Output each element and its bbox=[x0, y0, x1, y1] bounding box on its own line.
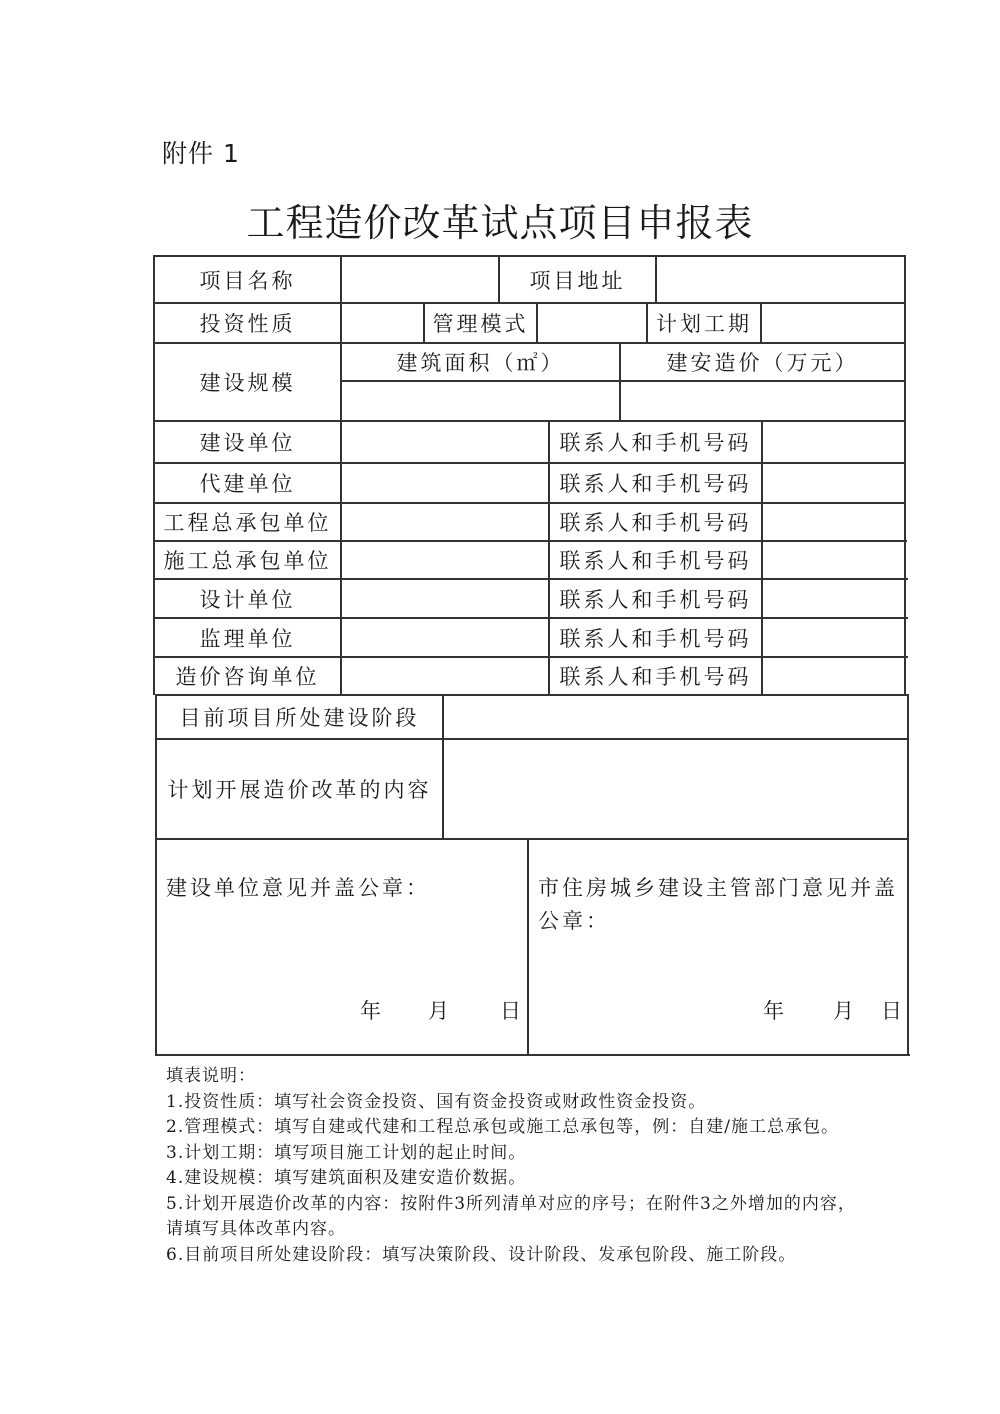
note-item: 6.目前项目所处建设阶段：填写决策阶段、设计阶段、发承包阶段、施工阶段。 bbox=[166, 1244, 797, 1265]
construction-cost-field[interactable] bbox=[621, 382, 904, 420]
unit-label-epc: 工程总承包单位 bbox=[163, 511, 332, 535]
unit-label-general-contractor: 施工总承包单位 bbox=[163, 549, 332, 573]
date-year: 年 bbox=[763, 999, 787, 1023]
date-day: 日 bbox=[500, 999, 524, 1023]
unit-label-cost-consulting: 造价咨询单位 bbox=[175, 665, 320, 689]
table-rule bbox=[155, 838, 909, 840]
investment-nature-field[interactable] bbox=[342, 304, 423, 342]
investment-nature-label: 投资性质 bbox=[199, 312, 296, 336]
contact-label: 联系人和手机号码 bbox=[559, 549, 752, 573]
building-area-label: 建筑面积（㎡） bbox=[396, 351, 565, 375]
contact-label: 联系人和手机号码 bbox=[559, 472, 752, 496]
contact-label: 联系人和手机号码 bbox=[559, 431, 752, 455]
unit-field[interactable] bbox=[342, 464, 548, 502]
contact-field[interactable] bbox=[763, 422, 904, 462]
contact-field[interactable] bbox=[763, 580, 904, 617]
unit-field[interactable] bbox=[342, 422, 548, 462]
table-rule bbox=[904, 255, 906, 695]
unit-field[interactable] bbox=[342, 580, 548, 617]
project-name-label: 项目名称 bbox=[199, 268, 296, 293]
table-rule bbox=[527, 838, 529, 1056]
unit-field[interactable] bbox=[342, 542, 548, 578]
unit-label-design: 设计单位 bbox=[199, 587, 296, 612]
contact-field[interactable] bbox=[763, 464, 904, 502]
date-month: 月 bbox=[428, 999, 452, 1023]
authority-opinion-label: 市住房城乡建设主管部门意见并盖公章： bbox=[538, 876, 898, 933]
unit-label-agent: 代建单位 bbox=[199, 472, 296, 496]
note-item: 4.建设规模：填写建筑面积及建安造价数据。 bbox=[166, 1168, 527, 1188]
contact-label: 联系人和手机号码 bbox=[559, 587, 752, 612]
construction-unit-opinion-label: 建设单位意见并盖公章： bbox=[166, 876, 430, 900]
note-item: 3.计划工期：填写项目施工计划的起止时间。 bbox=[166, 1142, 527, 1163]
contact-label: 联系人和手机号码 bbox=[559, 665, 752, 689]
current-stage-field[interactable] bbox=[444, 696, 907, 738]
management-mode-label: 管理模式 bbox=[432, 312, 529, 336]
contact-field[interactable] bbox=[763, 504, 904, 540]
contact-field[interactable] bbox=[763, 658, 904, 694]
current-stage-label: 目前项目所处建设阶段 bbox=[179, 706, 420, 730]
project-name-field[interactable] bbox=[342, 257, 498, 302]
construction-cost-label: 建安造价（万元） bbox=[666, 351, 859, 375]
table-rule bbox=[155, 1054, 910, 1056]
unit-field[interactable] bbox=[342, 658, 548, 694]
planned-reform-label: 计划开展造价改革的内容 bbox=[167, 778, 432, 802]
contact-field[interactable] bbox=[763, 542, 904, 578]
note-item: 5.计划开展造价改革的内容：按附件3所列清单对应的序号；在附件3之外增加的内容，请填写具体改革内容。 bbox=[166, 1193, 856, 1239]
contact-label: 联系人和手机号码 bbox=[559, 511, 752, 535]
management-mode-field[interactable] bbox=[538, 304, 646, 342]
note-item: 1.投资性质：填写社会资金投资、国有资金投资或财政性资金投资。 bbox=[166, 1091, 707, 1112]
date-year: 年 bbox=[360, 999, 384, 1023]
date-month: 月 bbox=[833, 999, 857, 1023]
table-rule bbox=[907, 694, 909, 1056]
planned-duration-field[interactable] bbox=[762, 304, 904, 342]
contact-label: 联系人和手机号码 bbox=[559, 626, 752, 651]
project-address-field[interactable] bbox=[657, 257, 904, 302]
notes-title: 填表说明： bbox=[166, 1066, 256, 1086]
contact-field[interactable] bbox=[763, 619, 904, 656]
building-area-field[interactable] bbox=[342, 382, 619, 420]
note-item: 2.管理模式：填写自建或代建和工程总承包或施工总承包等，例：自建/施工总承包。 bbox=[166, 1117, 839, 1137]
filling-instructions bbox=[166, 1064, 866, 1268]
project-address-label: 项目地址 bbox=[529, 268, 626, 293]
unit-label-construction: 建设单位 bbox=[199, 431, 296, 455]
planned-duration-label: 计划工期 bbox=[656, 312, 752, 336]
page-title: 工程造价改革试点项目申报表 bbox=[246, 201, 754, 245]
unit-field[interactable] bbox=[342, 619, 548, 656]
construction-scale-label: 建设规模 bbox=[199, 371, 296, 395]
planned-reform-field[interactable] bbox=[444, 740, 907, 838]
attachment-label: 附件 1 bbox=[162, 139, 240, 168]
unit-field[interactable] bbox=[342, 504, 548, 540]
unit-label-supervision: 监理单位 bbox=[199, 626, 296, 651]
date-day: 日 bbox=[881, 999, 905, 1023]
